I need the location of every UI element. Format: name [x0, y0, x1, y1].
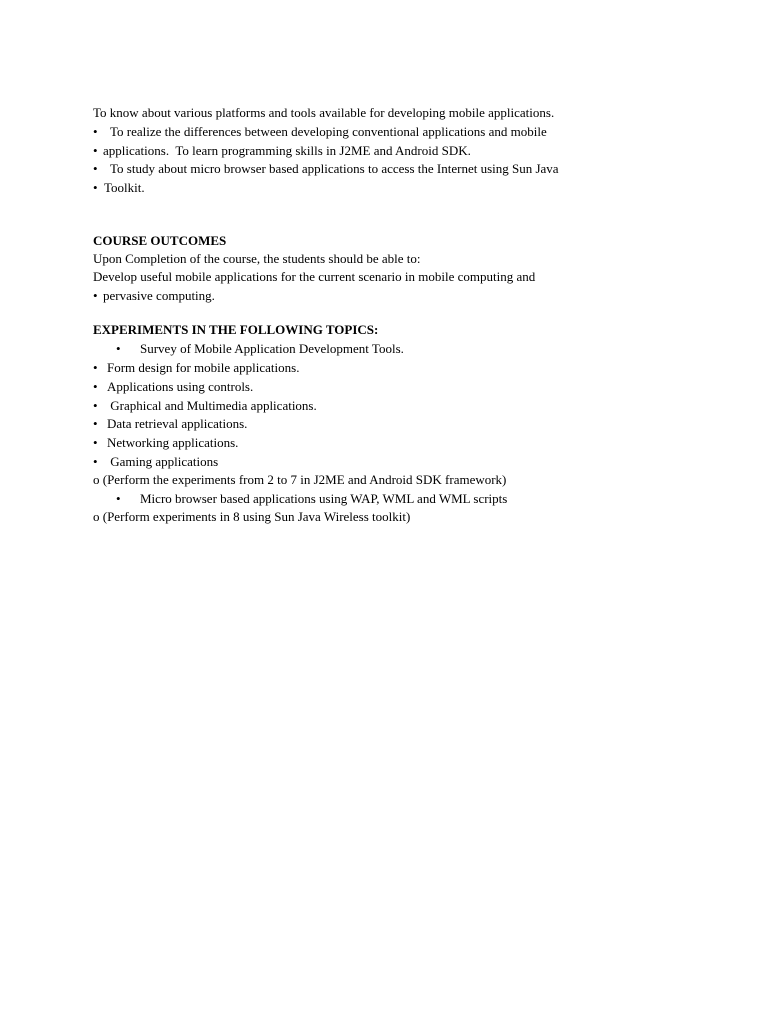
- list-item: [116, 491, 507, 507]
- list-item-text: Applications using controls.: [107, 379, 254, 394]
- list-item-text: Micro browser based applications using WAP, WML and WML scripts: [140, 491, 508, 506]
- bullet-icon: •: [93, 143, 98, 158]
- list-item: [93, 360, 299, 376]
- list-item-text: applications. To learn programming skills in J2ME and Android SDK.: [103, 143, 471, 158]
- list-item-text: Form design for mobile applications.: [107, 360, 300, 375]
- bullet-icon: •: [93, 161, 98, 176]
- list-item: [93, 416, 247, 432]
- outcomes-intro: Upon Completion of the course, the students should be able to:: [93, 251, 421, 266]
- bullet-icon: •: [93, 379, 98, 394]
- list-item: [93, 379, 253, 395]
- list-item: [93, 435, 238, 451]
- list-item: [93, 124, 547, 140]
- bullet-icon: •: [93, 416, 98, 431]
- experiments-note: o (Perform experiments in 8 using Sun Java Wireless toolkit): [93, 509, 411, 524]
- list-item-text: Survey of Mobile Application Development Tools.: [140, 341, 404, 356]
- list-item: [93, 143, 471, 159]
- list-item: [93, 180, 145, 196]
- bullet-icon: •: [116, 341, 121, 356]
- objectives-intro: To know about various platforms and tools available for developing mobile applications.: [93, 105, 555, 120]
- list-item-text: Data retrieval applications.: [107, 416, 248, 431]
- list-item-text: Gaming applications: [107, 454, 219, 469]
- list-item-text: Toolkit.: [104, 180, 145, 195]
- bullet-icon: •: [93, 180, 98, 195]
- list-item-text: To study about micro browser based applications to access the Internet using Sun Java: [107, 161, 559, 176]
- bullet-icon: •: [93, 124, 98, 139]
- bullet-icon: •: [116, 491, 121, 506]
- experiments-heading: EXPERIMENTS IN THE FOLLOWING TOPICS:: [93, 322, 379, 337]
- list-item: [93, 288, 215, 304]
- list-item-text: Graphical and Multimedia applications.: [107, 398, 317, 413]
- list-item-text: pervasive computing.: [103, 288, 215, 303]
- bullet-icon: •: [93, 360, 98, 375]
- bullet-icon: •: [93, 454, 98, 469]
- list-item-text: To realize the differences between developing conventional applications and mobile: [107, 124, 547, 139]
- list-item-text: Networking applications.: [107, 435, 239, 450]
- list-item: [93, 454, 218, 470]
- bullet-icon: •: [93, 288, 98, 303]
- list-item: [93, 161, 559, 177]
- outcomes-line: Develop useful mobile applications for the current scenario in mobile computing and: [93, 269, 536, 284]
- experiments-note: o (Perform the experiments from 2 to 7 in J2ME and Android SDK framework): [93, 472, 507, 487]
- bullet-icon: •: [93, 435, 98, 450]
- list-item: [93, 398, 317, 414]
- list-item: [116, 341, 404, 357]
- bullet-icon: •: [93, 398, 98, 413]
- course-outcomes-heading: COURSE OUTCOMES: [93, 233, 227, 248]
